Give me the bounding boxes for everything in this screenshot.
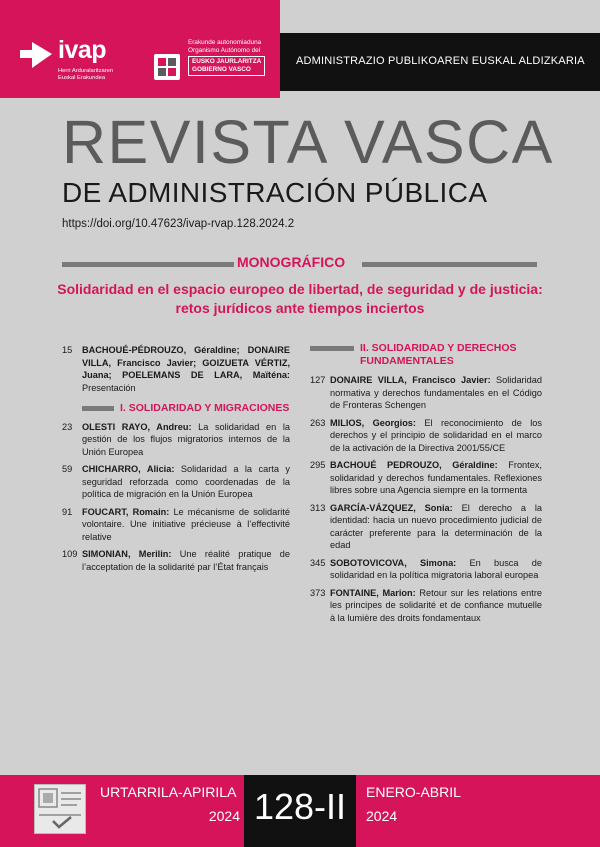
ivap-subtitle-line2: Euskal Erakundea	[58, 75, 106, 81]
toc-title: Frontex, solidaridad y derechos fundamentales. Reflexiones libres sobre una Agencia siempre en la tormenta	[330, 460, 542, 495]
toc-entry[interactable]	[310, 417, 542, 455]
basque-government-crest-icon	[154, 54, 180, 80]
toc-author: MILIOS, Georgios:	[330, 417, 416, 428]
monografico-label: MONOGRÁFICO	[237, 254, 346, 270]
toc-entry[interactable]	[310, 459, 542, 497]
toc-page-number: 59	[62, 464, 73, 474]
toc-right-column	[310, 342, 542, 629]
footer-year-spanish: 2024	[366, 808, 398, 824]
toc-title: Presentación	[82, 382, 136, 393]
journal-subtitle: DE ADMINISTRACIÓN PÚBLICA	[62, 177, 488, 208]
footer-months-basque: URTARRILA-APIRILA	[100, 784, 237, 800]
toc-entry[interactable]	[62, 506, 290, 544]
toc-page-number: 263	[310, 417, 326, 428]
gov-name-spanish: GOBIERNO VASCO	[192, 66, 251, 73]
toc-page-number: 91	[62, 506, 73, 517]
header-journal-basque-name: ADMINISTRAZIO PUBLIKOAREN EUSKAL ALDIZKARIA	[296, 55, 585, 67]
toc-page-number: 127	[310, 375, 326, 385]
toc-author: GARCÍA-VÁZQUEZ, Sonia:	[330, 502, 453, 513]
toc-title: En busca de solidaridad en la política migratoria laboral europea	[330, 557, 542, 580]
toc-page-number: 295	[310, 460, 326, 470]
gov-autonomous-label: Erakunde autonomiaduna	[188, 39, 262, 46]
toc-title: Le mécanisme de solidarité volontaire. Une initiative précieuse à l’effectivité relative	[82, 506, 290, 542]
toc-entry[interactable]	[62, 463, 290, 501]
section-bar	[310, 346, 354, 351]
toc-left-column	[62, 344, 290, 578]
toc-page-number: 313	[310, 502, 326, 513]
toc-title: Solidaridad normativa y derechos fundamentales en el Código de Fronteras Schengen	[330, 375, 542, 410]
toc-entry[interactable]	[310, 374, 542, 412]
monografico-title-line2: retos jurídicos ante tiempos inciertos	[175, 300, 425, 316]
ivap-logo-text: ivap	[58, 36, 107, 64]
toc-author: SIMONIAN, Merilin:	[82, 549, 172, 559]
toc-page-number: 373	[310, 587, 326, 598]
toc-entry[interactable]	[310, 502, 542, 552]
ivap-subtitle-line1: Herri Arduralaritzaren	[58, 68, 114, 74]
toc-author: DONAIRE VILLA, Francisco Javier:	[330, 375, 491, 385]
basque-government-logo-box	[188, 56, 265, 76]
doi-link[interactable]: https://doi.org/10.47623/ivap-rvap.128.2024.2	[62, 218, 295, 230]
footer-year-basque: 2024	[208, 808, 240, 824]
quality-seal-icon	[34, 784, 86, 834]
toc-author: FOUCART, Romain:	[82, 506, 170, 517]
monografico-bar-left	[62, 262, 234, 267]
footer-months-spanish: ENERO-ABRIL	[366, 784, 461, 800]
toc-page-number: 109	[62, 549, 78, 559]
issue-number: 128-II	[253, 786, 347, 827]
toc-page-number: 15	[62, 345, 73, 355]
journal-title: REVISTA VASCA	[62, 108, 554, 176]
toc-entry[interactable]	[310, 587, 542, 625]
toc-title: El derecho a la identidad: hacia un nuevo procedimiento judicial de carácter preferente para la determinación de la edad	[330, 502, 543, 550]
toc-entry[interactable]	[62, 344, 290, 394]
toc-author: BACHOUÉ PEDROUZO, Géraldine:	[330, 460, 498, 470]
toc-page-number: 345	[310, 557, 326, 568]
toc-title: El reconocimiento de los derechos y el principio de solidaridad en el marco de la activación de la Directiva 2001/55/CE	[330, 417, 542, 453]
toc-author: CHICHARRO, Alicia:	[82, 464, 175, 474]
toc-title: Solidaridad a la carta y seguridad reforzada como coordenadas de la política de migración en la Unión Europea	[82, 464, 291, 499]
toc-author: OLESTI RAYO, Andreu:	[82, 421, 192, 432]
toc-title: Une réalité pratique de l’acceptation de la solidarité par l’État français	[82, 549, 290, 572]
toc-title: Retour sur les relations entre les principes de solidarité et de confiance mutuelle à la lumière des droits fondamentaux	[330, 587, 543, 623]
toc-entry[interactable]	[62, 548, 290, 573]
toc-author: FONTAINE, Marion:	[330, 587, 416, 598]
toc-entry[interactable]	[62, 421, 290, 459]
toc-title: La solidaridad en la gestión de los flujos migratorios internos de la Unión Europea	[82, 421, 290, 457]
monografico-bar-right	[362, 262, 537, 267]
gov-name-basque: EUSKO JAURLARITZA	[192, 58, 262, 65]
section-heading-derechos: II. SOLIDARIDAD Y DERECHOS FUNDAMENTALES	[330, 342, 542, 368]
section-heading-migraciones: I. SOLIDARIDAD Y MIGRACIONES	[82, 402, 290, 415]
toc-entry[interactable]	[310, 557, 542, 582]
toc-author: BACHOUÉ-PÉDROUZO, Géraldine; DONAIRE VILLA, Francisco Javier; GOIZUETA VÉRTIZ, Juana; POELEMANS DE LARA, Maïténa:	[82, 345, 290, 380]
toc-author: SOBOTOVICOVA, Simona:	[330, 557, 457, 568]
section-bar	[82, 406, 114, 411]
monografico-title-line1: Solidaridad en el espacio europeo de libertad, de seguridad y de justicia:	[57, 281, 543, 297]
ivap-logo-icon	[18, 40, 54, 70]
gov-autonomous-label-es: Organismo Autónomo del	[188, 47, 261, 54]
toc-page-number: 23	[62, 421, 73, 432]
